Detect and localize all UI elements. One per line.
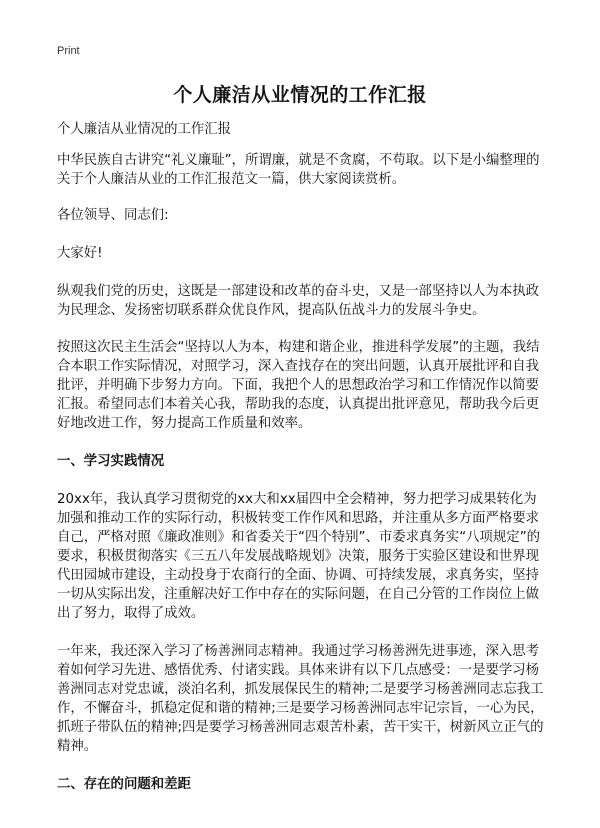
paragraph-study-practice: 20xx年，我认真学习贯彻党的xx大和xx届四中全会精神，努力把学习成果转化为加强和推动工作的实际行动，积极转变工作作风和思路，并注重从多方面严格要求自己，严格对照《廉政准则》和省委关于“四个特别”、市委求真务实“八项规定”的要求，积极贯彻落实《三五八年发展战略规划》决策，服务于实验区建设和世界现代田园城市建设，主动投身于农商行的全面、协调、可持续发展，求真务实，坚持一切从实际出发，注重解决好工作中存在的实际问题，在自己分管的工作岗位上做出了努力，取得了成效。 [57,492,541,621]
document-body [57,120,547,794]
document-title: 个人廉洁从业情况的工作汇报 [173,84,427,106]
paragraph-salutation: 各位领导、同志们: [57,208,169,223]
paragraph-yang-shanzhou: 一年来，我还深入学习了杨善洲同志精神。我通过学习杨善洲先进事迹，深入思考着如何学习先进、感悟优秀、付诸实践。具体来讲有以下几点感受：一是要学习杨善洲同志对党忠诚，淡泊名利，抓发展保民生的精神;二是要学习杨善洲同志忘我工作，不懈奋斗，抓稳定促和谐的精神;三是要学习杨善洲同志牢记宗旨，一心为民，抓班子带队伍的精神;四是要学习杨善洲同志艰苦朴素，苦干实干，树新风立正气的精神。 [57,644,544,754]
section-heading-2: 二、存在的问题和差距 [57,777,191,792]
paragraph-subtitle: 个人廉洁从业情况的工作汇报 [57,122,232,137]
section-heading-1: 一、学习实践情况 [57,454,165,469]
paragraph-intro: 中华民族自古讲究“礼义廉耻”，所谓廉，就是不贪腐，不苟取。以下是小编整理的关于个人廉洁从业的工作汇报范文一篇，供大家阅读赏析。 [57,153,540,187]
paragraph-theme: 按照这次民主生活会“坚持以人为本，构建和谐企业，推进科学发展”的主题，我结合本职工作实际情况，对照学习，深入查找存在的突出问题，认真开展批评和自我批评，并明确下步努力方向。下面，我把个人的思想政治学习和工作情况作以简要汇报。希望同志们本着关心我，帮助我的态度，认真提出批评意见，帮助我今后更好地改进工作，努力提高工作质量和效率。 [57,340,540,431]
print-label[interactable]: Print [57,45,80,57]
paragraph-history: 纵观我们党的历史，这既是一部建设和改革的奋斗史，又是一部坚持以人为本执政为民理念、发扬密切联系群众优良作风，提高队伍战斗力的发展斗争史。 [57,284,540,318]
paragraph-greeting: 大家好! [57,246,103,261]
